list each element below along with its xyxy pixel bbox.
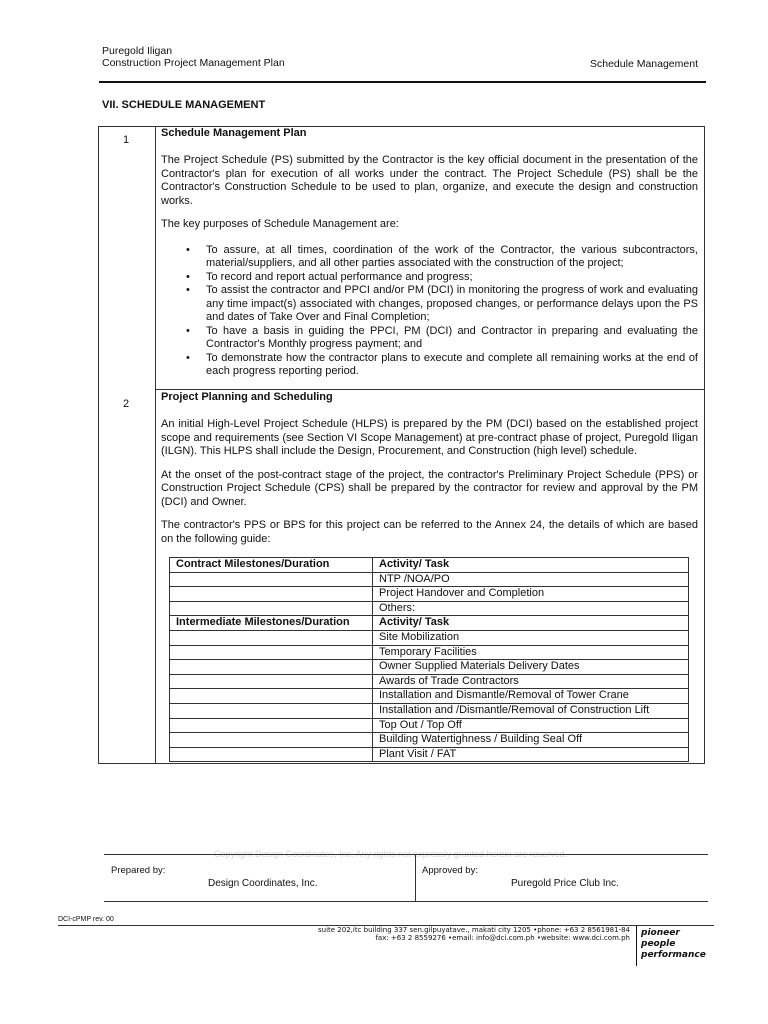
milestone-cell [170,703,373,718]
milestone-cell [170,660,373,675]
contact-line: fax: +63 2 8559276 •email: info@dci.com.ph •website: www.dci.com.ph [375,934,630,942]
milestones-table [169,557,689,762]
section2-paragraph: An initial High-Level Project Schedule (HLPS) is prepared by the PM (DCI) based on the established project scope and requirements (see Section VI Scope Management) at pre-contract phase of project, Puregold Iligan (ILGN). This HLPS shall include the Design, Procurement, and Construction (high level) schedule. [161,418,698,457]
logo-bar [636,926,637,966]
milestone-cell [170,601,373,616]
footer-rule-top [104,854,708,855]
section2-heading: Project Planning and Scheduling [161,391,333,403]
activity-cell: Installation and /Dismantle/Removal of Construction Lift [373,703,689,718]
section2-paragraph: At the onset of the post-contract stage of the project, the contractor's Preliminary Project Schedule (PPS) or Construction Project Schedule (CPS) shall be prepared by the contractor for review and approval by the PM (DCI) and Owner. [161,468,698,508]
milestone-cell [170,689,373,704]
activity-cell: Top Out / Top Off [373,718,689,733]
table-row [170,689,689,704]
revision-code: DCI-cPMP rev. 00 [58,916,114,923]
prepared-by-label: Prepared by: [111,865,166,876]
document-name: Construction Project Management Plan [102,57,285,69]
table-row [170,660,689,675]
milestone-cell [170,587,373,602]
footer-divider [415,854,416,901]
footer-rule-bottom [104,901,708,902]
activity-cell: Owner Supplied Materials Delivery Dates [373,660,689,675]
table-row [170,747,689,762]
table-row [170,703,689,718]
section2-paragraph: The contractor's PPS or BPS for this project can be referred to the Annex 24, the details of which are based on the following guide: [161,519,698,545]
table-row [170,572,689,587]
list-item: • To assist the contractor and PPCI and/or PM (DCI) in monitoring the progress of work and evaluating any time impact(s) associated with changes, proposed changes, or performance delays upon the PS and dates of Take Over and Final Completion; [161,284,698,325]
table-row [170,733,689,748]
tagline-word: pioneer [641,928,680,938]
activity-cell: Awards of Trade Contractors [373,674,689,689]
milestone-cell [170,747,373,762]
company-tagline-logo [641,928,706,961]
list-item: • To have a basis in guiding the PPCI, PM (DCI) and Contractor in preparing and evaluating the Contractor's Monthly progress payment; and [161,325,698,352]
row-divider [155,389,705,390]
table-row [170,645,689,660]
purposes-list [161,244,698,379]
header-rule [99,81,706,83]
activity-cell: Activity/ Task [373,558,689,573]
address-line: suite 202,itc building 337 sen.gilpuyatave., makati city 1205 •phone: +63 2 8561981-84 [317,926,630,934]
milestone-cell [170,572,373,587]
project-name: Puregold Iligan [102,45,173,57]
table-row [170,587,689,602]
copyright-watermark: Copyright Design Coordinates, Inc. Any rights not expressly granted herein are reserved. [214,849,568,859]
section-title: VII. SCHEDULE MANAGEMENT [102,99,266,111]
table-row [170,616,689,631]
column-divider [155,126,156,764]
activity-cell: Project Handover and Completion [373,587,689,602]
header-section-name: Schedule Management [590,58,698,70]
activity-cell: Site Mobilization [373,630,689,645]
milestone-cell [170,733,373,748]
row-number-1: 1 [122,134,130,146]
activity-cell: NTP /NOA/PO [373,572,689,587]
section1-paragraph: The key purposes of Schedule Management are: [161,218,399,230]
activity-cell: Temporary Facilities [373,645,689,660]
row-number-2: 2 [122,398,130,410]
activity-cell: Installation and Dismantle/Removal of Tower Crane [373,689,689,704]
activity-cell: Others: [373,601,689,616]
milestone-cell [170,630,373,645]
table-row [170,558,689,573]
milestone-cell [170,674,373,689]
activity-cell: Plant Visit / FAT [373,747,689,762]
prepared-by-value: Design Coordinates, Inc. [208,878,318,889]
list-item: • To assure, at all times, coordination of the work of the Contractor, the various subcontractors, material/suppliers, and all other parties associated with the construction of the project; [161,244,698,271]
section1-paragraph: The Project Schedule (PS) submitted by the Contractor is the key official document in the presentation of the Contractor's plan for execution of all works under the contract. The Project Schedule (PS) shall be the Contractor's Construction Schedule to be used to plan, organize, and execute the design and construction works. [161,154,698,207]
approved-by-value: Puregold Price Club Inc. [511,878,619,889]
activity-cell: Activity/ Task [373,616,689,631]
milestone-cell [170,645,373,660]
milestone-cell [170,718,373,733]
table-row [170,718,689,733]
activity-cell: Building Watertighness / Building Seal Off [373,733,689,748]
approved-by-label: Approved by: [422,865,478,876]
section1-heading: Schedule Management Plan [161,127,307,139]
table-row [170,601,689,616]
tagline-word: performance [641,950,706,960]
table-row [170,630,689,645]
list-item: • To record and report actual performance and progress; [161,271,698,285]
milestone-cell: Contract Milestones/Duration [170,558,373,573]
tagline-word: people [641,939,676,949]
milestone-cell: Intermediate Milestones/Duration [170,616,373,631]
table-row [170,674,689,689]
section1-body [161,154,698,379]
section2-body [161,418,698,556]
list-item: • To demonstrate how the contractor plans to execute and complete all remaining works at the end of each progress reporting period. [161,352,698,379]
header-left [102,45,285,69]
